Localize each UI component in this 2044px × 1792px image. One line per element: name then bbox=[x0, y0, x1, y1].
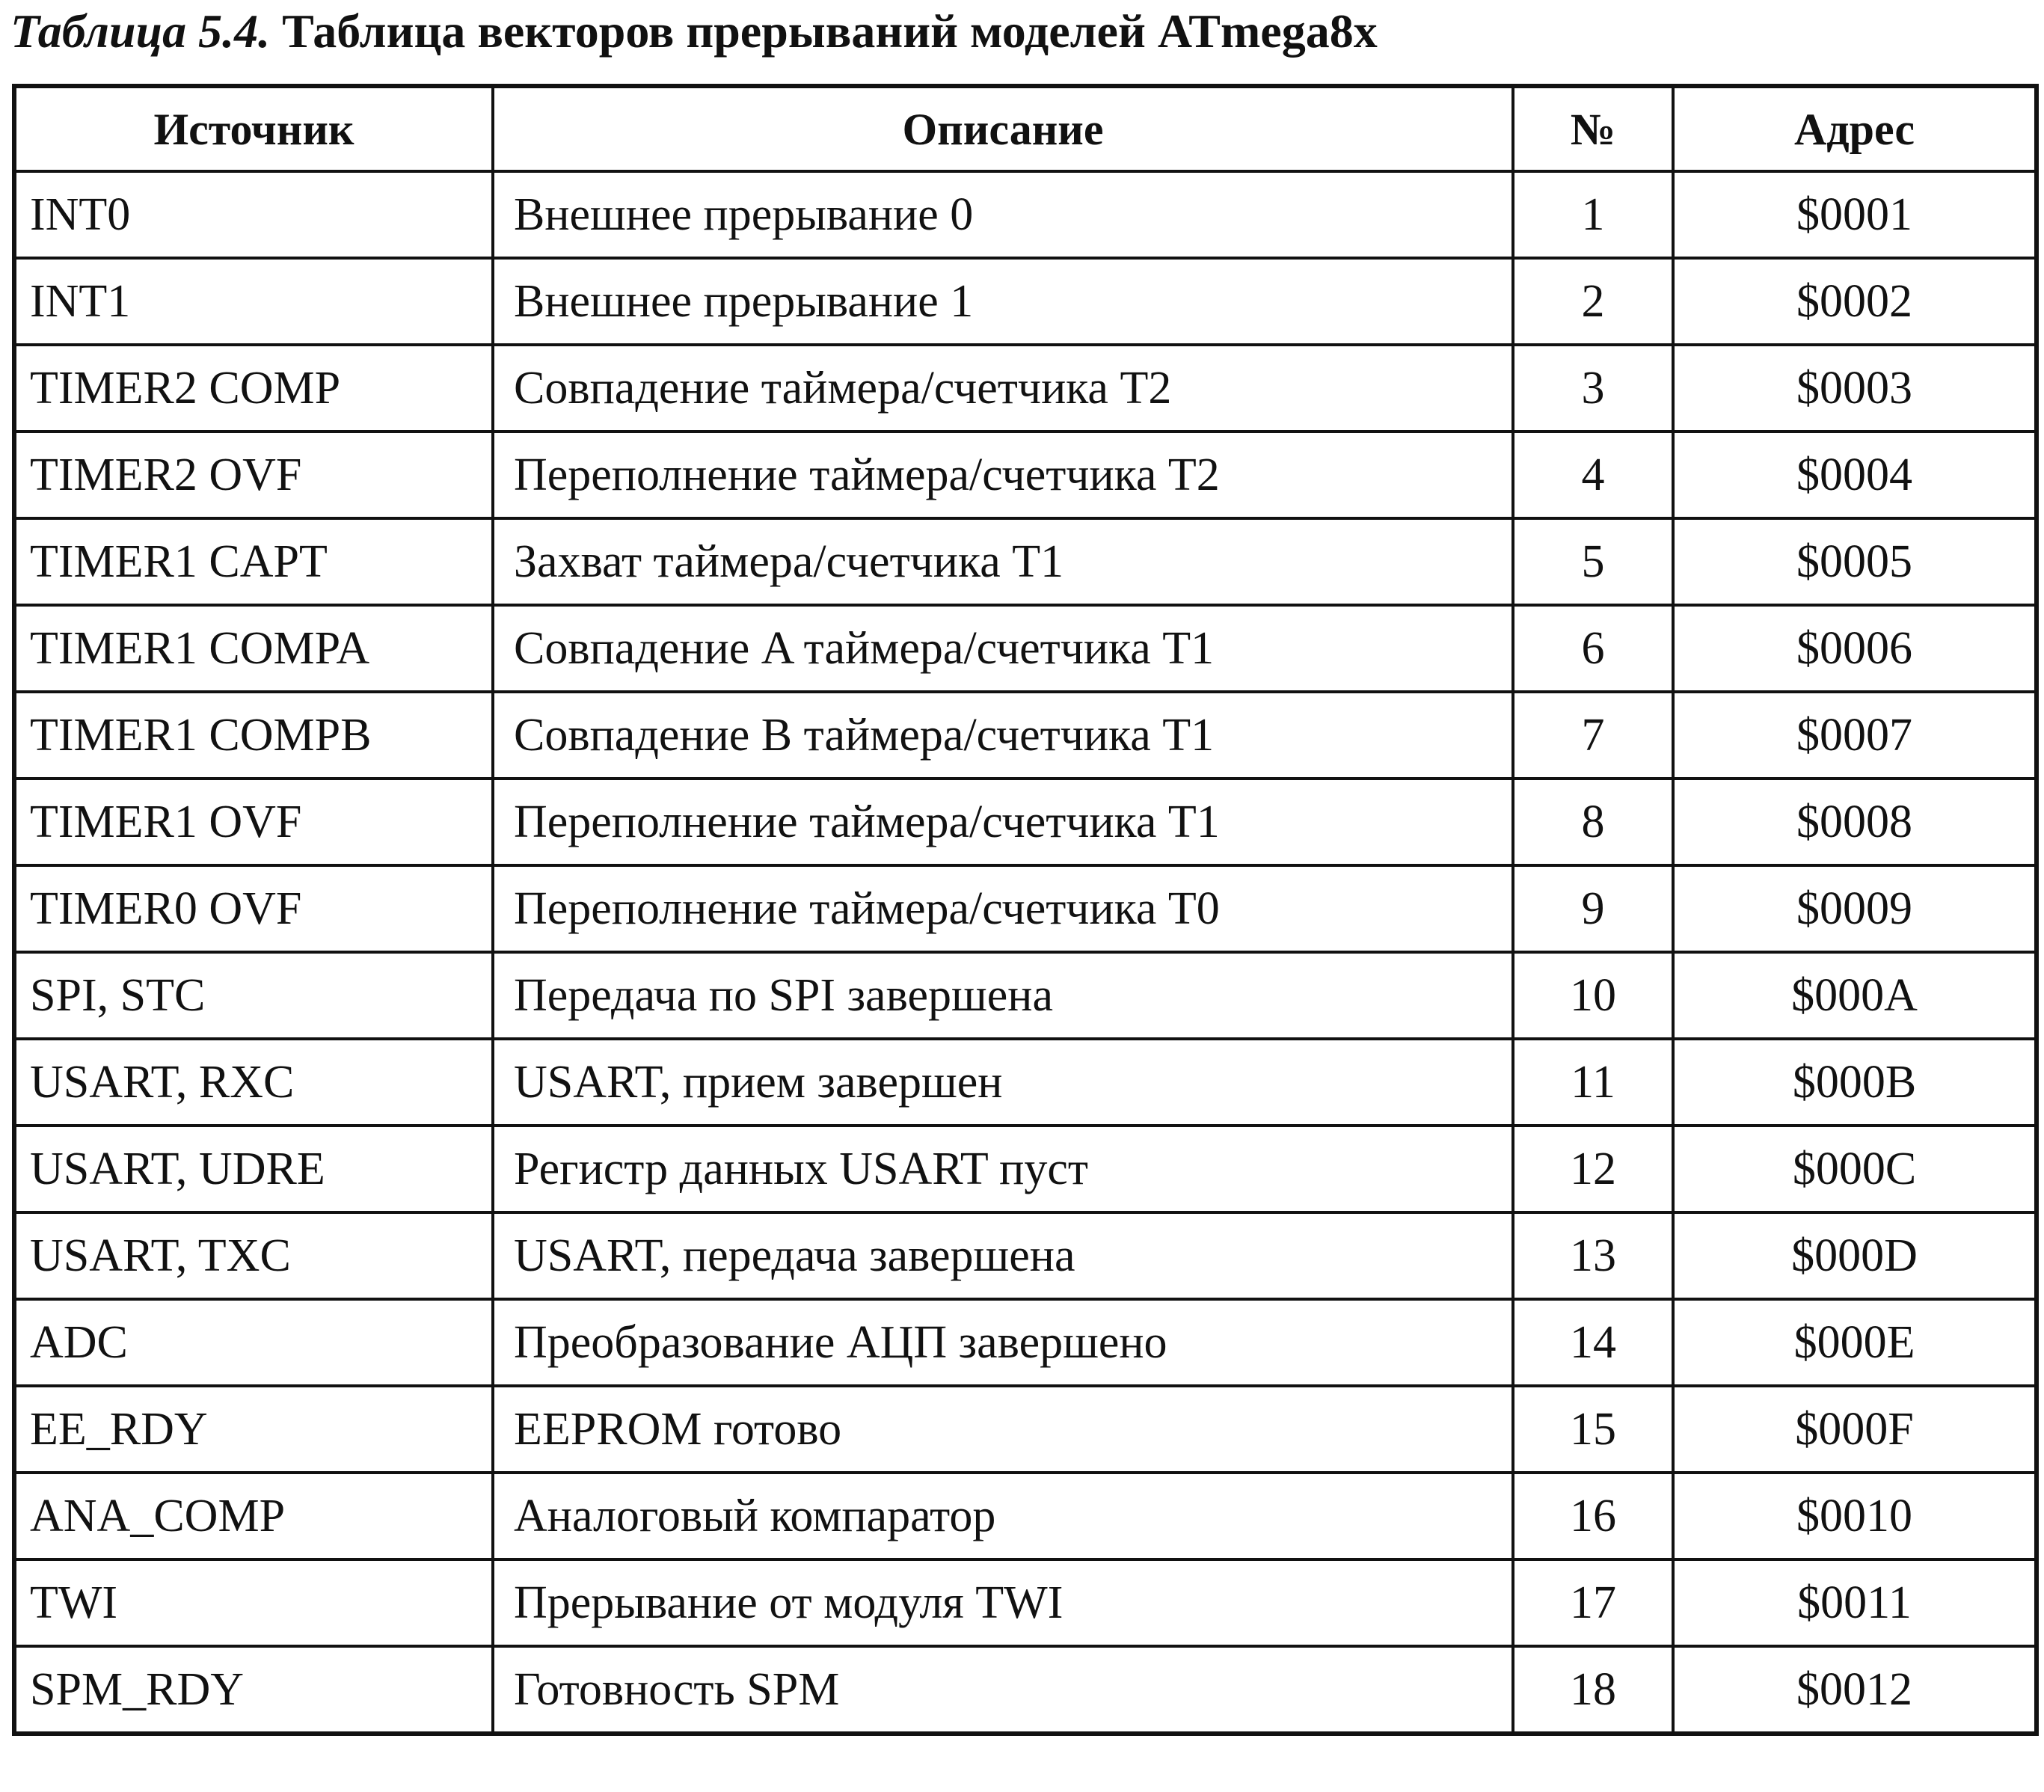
cell-number: 14 bbox=[1513, 1299, 1673, 1386]
cell-address: $000B bbox=[1673, 1039, 2037, 1126]
cell-source: TIMER1 COMPA bbox=[14, 605, 493, 692]
cell-description: Преобразование АЦП завершено bbox=[493, 1299, 1513, 1386]
cell-source: SPM_RDY bbox=[14, 1646, 493, 1734]
table-row bbox=[14, 779, 2037, 865]
cell-description: Внешнее прерывание 0 bbox=[493, 171, 1513, 258]
cell-source: TWI bbox=[14, 1559, 493, 1646]
table-row bbox=[14, 1646, 2037, 1734]
header-number: № bbox=[1513, 86, 1673, 171]
cell-source: USART, UDRE bbox=[14, 1126, 493, 1212]
cell-address: $0005 bbox=[1673, 518, 2037, 605]
cell-source: USART, TXC bbox=[14, 1212, 493, 1299]
cell-number: 9 bbox=[1513, 865, 1673, 952]
table-row bbox=[14, 518, 2037, 605]
cell-source: USART, RXC bbox=[14, 1039, 493, 1126]
cell-description: Прерывание от модуля TWI bbox=[493, 1559, 1513, 1646]
cell-source: TIMER2 COMP bbox=[14, 345, 493, 432]
cell-number: 15 bbox=[1513, 1386, 1673, 1473]
interrupt-vector-table bbox=[12, 84, 2039, 1736]
table-row bbox=[14, 1212, 2037, 1299]
cell-source: TIMER0 OVF bbox=[14, 865, 493, 952]
cell-description: Внешнее прерывание 1 bbox=[493, 258, 1513, 345]
cell-number: 5 bbox=[1513, 518, 1673, 605]
cell-description: Аналоговый компаратор bbox=[493, 1473, 1513, 1559]
cell-address: $000D bbox=[1673, 1212, 2037, 1299]
table-row bbox=[14, 345, 2037, 432]
table-row bbox=[14, 952, 2037, 1039]
table-row bbox=[14, 1039, 2037, 1126]
cell-description: Передача по SPI завершена bbox=[493, 952, 1513, 1039]
header-description: Описание bbox=[493, 86, 1513, 171]
cell-description: Переполнение таймера/счетчика T0 bbox=[493, 865, 1513, 952]
cell-description: Совпадение B таймера/счетчика T1 bbox=[493, 692, 1513, 779]
cell-source: TIMER1 OVF bbox=[14, 779, 493, 865]
table-row bbox=[14, 1386, 2037, 1473]
table-row bbox=[14, 692, 2037, 779]
table-row bbox=[14, 865, 2037, 952]
cell-description: Совпадение таймера/счетчика T2 bbox=[493, 345, 1513, 432]
cell-source: TIMER1 COMPB bbox=[14, 692, 493, 779]
cell-address: $000E bbox=[1673, 1299, 2037, 1386]
cell-number: 2 bbox=[1513, 258, 1673, 345]
cell-source: EE_RDY bbox=[14, 1386, 493, 1473]
cell-address: $0008 bbox=[1673, 779, 2037, 865]
cell-source: ANA_COMP bbox=[14, 1473, 493, 1559]
table-row bbox=[14, 605, 2037, 692]
cell-number: 4 bbox=[1513, 432, 1673, 518]
cell-address: $0010 bbox=[1673, 1473, 2037, 1559]
cell-source: INT1 bbox=[14, 258, 493, 345]
cell-number: 11 bbox=[1513, 1039, 1673, 1126]
cell-address: $0006 bbox=[1673, 605, 2037, 692]
cell-source: TIMER2 OVF bbox=[14, 432, 493, 518]
table-caption bbox=[10, 0, 1378, 75]
header-source: Источник bbox=[14, 86, 493, 171]
cell-number: 3 bbox=[1513, 345, 1673, 432]
cell-description: EEPROM готово bbox=[493, 1386, 1513, 1473]
cell-number: 16 bbox=[1513, 1473, 1673, 1559]
cell-source: ADC bbox=[14, 1299, 493, 1386]
cell-address: $000F bbox=[1673, 1386, 2037, 1473]
table-row bbox=[14, 1299, 2037, 1386]
table-header bbox=[14, 86, 2037, 171]
cell-number: 7 bbox=[1513, 692, 1673, 779]
cell-address: $000A bbox=[1673, 952, 2037, 1039]
table-row bbox=[14, 1473, 2037, 1559]
cell-address: $0001 bbox=[1673, 171, 2037, 258]
cell-description: Переполнение таймера/счетчика T2 bbox=[493, 432, 1513, 518]
cell-number: 12 bbox=[1513, 1126, 1673, 1212]
cell-address: $0003 bbox=[1673, 345, 2037, 432]
cell-number: 18 bbox=[1513, 1646, 1673, 1734]
table-row bbox=[14, 1126, 2037, 1212]
cell-source: INT0 bbox=[14, 171, 493, 258]
cell-number: 17 bbox=[1513, 1559, 1673, 1646]
caption-title: Таблица векторов прерываний моделей ATmega8x bbox=[282, 4, 1378, 58]
cell-description: Готовность SPM bbox=[493, 1646, 1513, 1734]
cell-number: 6 bbox=[1513, 605, 1673, 692]
cell-number: 13 bbox=[1513, 1212, 1673, 1299]
cell-number: 10 bbox=[1513, 952, 1673, 1039]
caption-label: Таблица 5.4. bbox=[10, 4, 271, 58]
cell-source: SPI, STC bbox=[14, 952, 493, 1039]
cell-description: Совпадение A таймера/счетчика T1 bbox=[493, 605, 1513, 692]
cell-address: $0011 bbox=[1673, 1559, 2037, 1646]
table-body bbox=[14, 171, 2037, 1734]
cell-source: TIMER1 CAPT bbox=[14, 518, 493, 605]
cell-description: USART, передача завершена bbox=[493, 1212, 1513, 1299]
header-row bbox=[14, 86, 2037, 171]
table-row bbox=[14, 432, 2037, 518]
cell-number: 1 bbox=[1513, 171, 1673, 258]
cell-address: $0009 bbox=[1673, 865, 2037, 952]
cell-description: Переполнение таймера/счетчика T1 bbox=[493, 779, 1513, 865]
cell-description: Регистр данных USART пуст bbox=[493, 1126, 1513, 1212]
table-row bbox=[14, 1559, 2037, 1646]
cell-address: $0007 bbox=[1673, 692, 2037, 779]
cell-address: $000C bbox=[1673, 1126, 2037, 1212]
header-address: Адрес bbox=[1673, 86, 2037, 171]
cell-address: $0002 bbox=[1673, 258, 2037, 345]
cell-number: 8 bbox=[1513, 779, 1673, 865]
cell-description: USART, прием завершен bbox=[493, 1039, 1513, 1126]
cell-description: Захват таймера/счетчика T1 bbox=[493, 518, 1513, 605]
cell-address: $0012 bbox=[1673, 1646, 2037, 1734]
table-row bbox=[14, 258, 2037, 345]
cell-address: $0004 bbox=[1673, 432, 2037, 518]
table-row bbox=[14, 171, 2037, 258]
